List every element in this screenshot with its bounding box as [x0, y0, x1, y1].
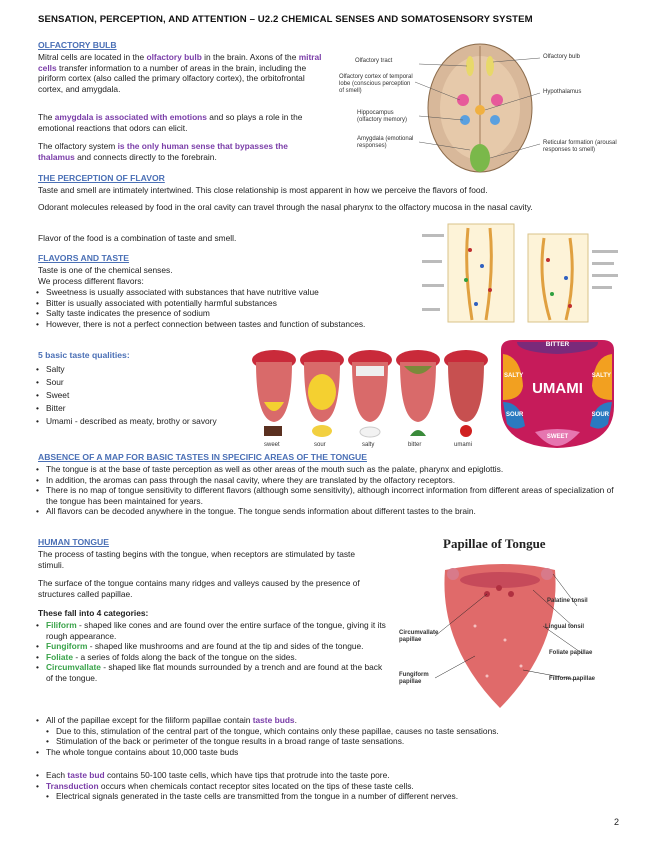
label-fungiform-papillae: Fungiform papillae: [399, 672, 429, 685]
list-item: • Due to this, stimulation of the central part of the tongue, which contains only these papillae, causes no taste sensations.: [34, 726, 624, 737]
tongue-map-figure: [495, 336, 620, 449]
page-title: SENSATION, PERCEPTION, AND ATTENTION – U2.2 CHEMICAL SENSES AND SOMATOSENSORY SYSTEM: [38, 14, 533, 25]
flavor-paragraph-3: Flavor of the food is a combination of taste and smell.: [38, 233, 237, 243]
list-item: • All of the papillae except for the filiform papillae contain taste buds.: [34, 715, 624, 726]
brain-figure: [335, 38, 625, 178]
flavor-heading: THE PERCEPTION OF FLAVOR: [38, 173, 165, 183]
olfactory-paragraph-1: Mitral cells are located in the olfactory bulb in the brain. Axons of the mitral cells transfer information to a number of areas in the brain, including the piriform cortex (also called the primary olfactory cortex), the orbitofrontal cortex, and amygdala.: [38, 52, 322, 94]
tongue-umami: [444, 350, 488, 422]
human-tongue-p3: These fall into 4 categories:: [38, 608, 149, 618]
papillae-categories: [34, 620, 386, 683]
olfactory-paragraph-3: The olfactory system is the only human sense that bypasses the thalamus and connects directly to the forebrain.: [38, 141, 288, 162]
list-item: • Bitter is usually associated with potentially harmful substances: [34, 298, 434, 309]
label-amygdala: Amygdala (emotional responses): [357, 136, 414, 149]
taste-pathway-illustration: [420, 220, 625, 328]
flavors-taste-p1: Taste is one of the chemical senses.: [38, 265, 173, 275]
list-item: • Sweetness is usually associated with substances that have nutritive value: [34, 287, 434, 298]
label-palatine-tonsil: Palatine tonsil: [547, 598, 588, 604]
label-hippocampus: Hippocampus (olfactory memory): [357, 110, 408, 123]
food-label-sweet: sweet: [264, 442, 280, 448]
label-filiform-papillae: Filiform papillae: [549, 676, 596, 682]
label-reticular-formation: Reticular formation (arousal responses to smell): [543, 140, 617, 153]
list-item: • Transduction occurs when chemicals contact receptor sites located on the tips of these taste cells.: [34, 781, 624, 792]
human-tongue-heading: HUMAN TONGUE: [38, 537, 109, 547]
tongue-sour: [300, 350, 344, 422]
papillae-figure: [395, 536, 625, 714]
label-circumvallate-papillae: Circumvallate papillae: [399, 630, 439, 643]
list-item: • Circumvallate - shaped like flat mounds surrounded by a trench and are found at the back of the tongue.: [34, 662, 386, 683]
tongues-illustration: [250, 346, 490, 451]
label-foliate-papillae: Foliate papillae: [549, 650, 593, 656]
flavors-taste-p2: We process different flavors:: [38, 276, 144, 286]
list-item: • Bitter: [34, 402, 264, 415]
tongue-map-umami: UMAMI: [532, 380, 583, 397]
human-tongue-p1: The process of tasting begins with the tongue, when receptors are stimulated by taste stimuli.: [38, 549, 356, 570]
label-olfactory-cortex: Olfactory cortex of temporal lobe (conscious perception of smell): [339, 74, 413, 94]
list-item: • All flavors can be decoded anywhere in the tongue. The tongue sends information about different tastes to the brain.: [34, 506, 624, 517]
transduction-list: [34, 770, 624, 802]
list-item: • Salty: [34, 363, 264, 376]
flavors-list: [34, 287, 434, 329]
human-tongue-p2: The surface of the tongue contains many ridges and valleys caused by the presence of structures called papillae.: [38, 578, 360, 599]
list-item: • Sour: [34, 376, 264, 389]
list-item: • In addition, the aromas can pass through the nasal cavity, where they are translated by the olfactory receptors.: [34, 475, 624, 486]
list-item: • Umami - described as meaty, brothy or savory: [34, 415, 264, 428]
label-lingual-tonsil: Lingual tonsil: [545, 624, 584, 630]
list-item: • Each taste bud contains 50-100 taste cells, which have tips that protrude into the taste pore.: [34, 770, 624, 781]
tongue-map-bitter: BITTER: [545, 341, 570, 348]
taste-bud-list: [34, 715, 624, 757]
basic-tastes-heading: 5 basic taste qualities:: [38, 350, 130, 360]
label-olfactory-tract: Olfactory tract: [355, 58, 393, 64]
list-item: • However, there is not a perfect connection between tastes and function of substances.: [34, 319, 434, 330]
list-item: • The tongue is at the base of taste perception as well as other areas of the mouth such as the palate, pharynx and epiglottis.: [34, 464, 624, 475]
label-hypothalamus: Hypothalamus: [543, 89, 582, 95]
olfactory-paragraph-2: The amygdala is associated with emotions and so plays a role in the emotional reactions that odors can elicit.: [38, 112, 303, 133]
basic-tastes-list: [34, 363, 264, 428]
tongue-map-salty-left: SALTY: [504, 373, 524, 379]
papillae-tongue-illustration: [395, 536, 625, 714]
list-item: • Sweet: [34, 389, 264, 402]
absence-list: [34, 464, 624, 517]
five-tongues-figure: [250, 346, 490, 451]
tongue-sweet: [252, 350, 296, 422]
list-item: • The whole tongue contains about 10,000 taste buds: [34, 747, 624, 758]
flavor-paragraph-1: Taste and smell are intimately intertwined. This close relationship is most apparent in how we perceive the flavors of food.: [38, 185, 488, 195]
tongue-map-sour-right: SOUR: [591, 412, 609, 418]
tongue-bitter: [396, 350, 440, 422]
list-item: • Filiform - shaped like cones and are found over the entire surface of the tongue, giving it its rough appearance.: [34, 620, 386, 641]
list-item: • Salty taste indicates the presence of sodium: [34, 308, 434, 319]
tongue-map-sweet: SWEET: [546, 434, 569, 440]
page-number: 2: [613, 817, 619, 827]
food-label-salty: salty: [362, 442, 375, 448]
absence-heading: ABSENCE OF A MAP FOR BASIC TASTES IN SPECIFIC AREAS OF THE TONGUE: [38, 452, 367, 462]
list-item: • Foliate - a series of folds along the back of the tongue on the sides.: [34, 652, 386, 663]
taste-pathway-figure: [420, 220, 625, 328]
tongue-salty: [348, 350, 392, 422]
papillae-figure-title: Papillae of Tongue: [443, 536, 546, 551]
food-label-umami: umami: [454, 442, 473, 448]
list-item: • There is no map of tongue sensitivity to different flavors (although some sensitivity), although incorrect information from different areas of specialization of the tongue has been maintained for years.: [34, 485, 624, 506]
list-item: • Fungiform - shaped like mushrooms and are found at the tip and sides of the tongue.: [34, 641, 386, 652]
olfactory-heading: OLFACTORY BULB: [38, 40, 117, 50]
tongue-map-sour-left: SOUR: [506, 412, 524, 418]
flavor-paragraph-2: Odorant molecules released by food in the oral cavity can travel through the nasal pharynx to the olfactory mucosa in the nasal cavity.: [38, 202, 533, 212]
flavors-taste-heading: FLAVORS AND TASTE: [38, 253, 130, 263]
tongue-map-salty-right: SALTY: [591, 373, 611, 379]
food-label-bitter: bitter: [408, 442, 422, 448]
food-label-sour: sour: [314, 442, 326, 448]
label-olfactory-bulb: Olfactory bulb: [543, 54, 581, 60]
list-item: • Electrical signals generated in the taste cells are transmitted from the tongue in a number of different nerves.: [34, 791, 624, 802]
list-item: • Stimulation of the back or perimeter of the tongue results in a broad range of taste sensations.: [34, 736, 624, 747]
